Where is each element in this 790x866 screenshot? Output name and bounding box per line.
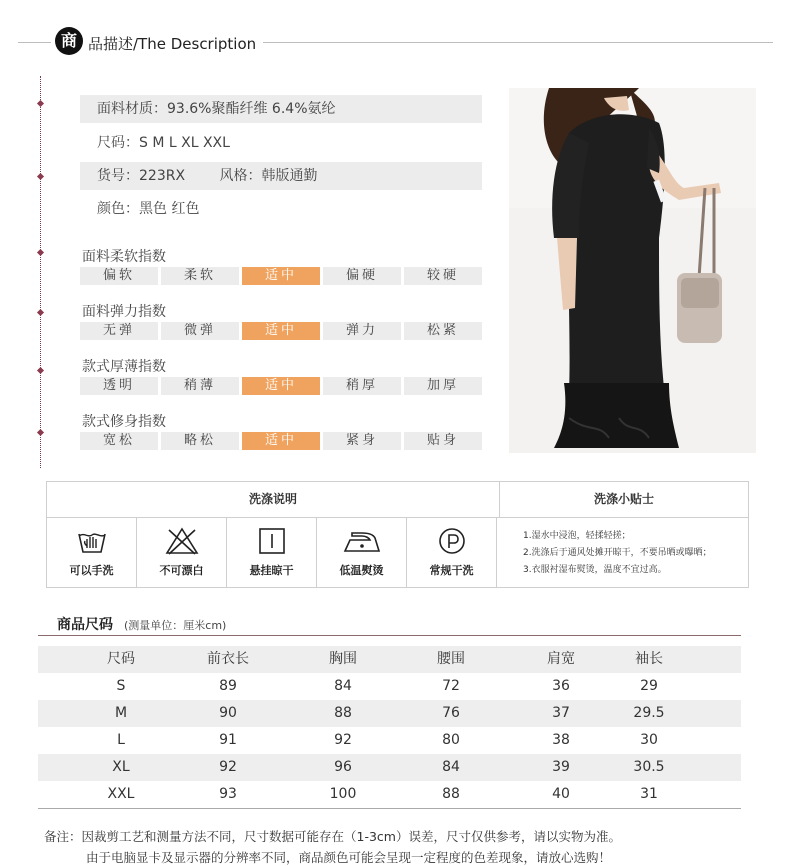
size-cell: 90: [219, 705, 237, 721]
tips-title: 洗涤小贴士: [593, 492, 654, 506]
care-item: [137, 517, 227, 588]
care-label: 常规干洗: [429, 564, 474, 577]
index-option: 稍厚: [323, 377, 401, 395]
size-table-title: 商品尺码: [57, 617, 113, 633]
size-table-bottom-line: [38, 808, 741, 809]
size-cell: 38: [552, 732, 570, 748]
index-option: 宽松: [80, 432, 158, 450]
care-item: [407, 517, 497, 588]
size-cell: 37: [552, 705, 570, 721]
index-scale: [80, 267, 482, 285]
care-title: 洗涤说明: [47, 482, 500, 517]
care-label: 低温熨烫: [339, 564, 384, 577]
size-cell: 92: [219, 759, 237, 775]
section-title: 品描述/The Description: [88, 35, 257, 53]
size-cell: 92: [334, 732, 352, 748]
size-cell: 88: [442, 786, 460, 802]
hand-wash-icon: [75, 541, 109, 560]
table-row: [38, 700, 741, 727]
care-item: [227, 517, 317, 588]
index-option: 略松: [161, 432, 239, 450]
size-cell: 80: [442, 732, 460, 748]
index-scale: [80, 377, 482, 395]
index-option: 弹力: [323, 322, 401, 340]
size-cell: L: [117, 732, 125, 748]
index-scale: [80, 432, 482, 450]
size-cell: 40: [552, 786, 570, 802]
care-label: 悬挂晾干: [249, 564, 294, 577]
index-option: 稍薄: [161, 377, 239, 395]
index-scale: [80, 322, 482, 340]
size-cell: 39: [552, 759, 570, 775]
size-cell: 31: [640, 786, 658, 802]
tip-2: 2.洗涤后于通风处摊开晾干，不要吊晒或曝晒；: [523, 548, 712, 558]
low-iron-icon: [342, 541, 382, 560]
size-cell: 84: [334, 678, 352, 694]
color-row: [80, 195, 482, 223]
index-option: 较硬: [404, 267, 482, 285]
timeline-dot: [37, 429, 44, 436]
table-row: [38, 727, 741, 754]
index-option: 透明: [80, 377, 158, 395]
index-option: 贴身: [404, 432, 482, 450]
index-option: 无弹: [80, 322, 158, 340]
size-cell: 30: [640, 732, 658, 748]
size-cell: 72: [442, 678, 460, 694]
size-cell: 100: [329, 786, 357, 802]
care-label: 不可漂白: [159, 564, 204, 577]
hang-dry-icon: [255, 541, 289, 560]
size-cell: 91: [219, 732, 237, 748]
index-option: 微弹: [161, 322, 239, 340]
dry-clean-icon: [436, 541, 468, 560]
size-text: 尺码：S M L XL XXL: [97, 135, 230, 151]
index-option-selected: 适中: [242, 377, 320, 395]
index-title: 面料弹力指数: [82, 304, 166, 320]
care-item: [317, 517, 407, 588]
item-style-row: [80, 162, 482, 190]
size-header-cell: 前衣长: [207, 651, 249, 667]
index-title: 面料柔软指数: [82, 249, 166, 265]
care-item: [47, 517, 137, 588]
size-cell: 36: [552, 678, 570, 694]
size-header-cell: 尺码: [107, 651, 135, 667]
size-header-cell: 腰围: [437, 651, 465, 667]
tip-1: 1.湿水中浸泡，轻揉轻搓；: [523, 531, 631, 541]
header-line-right: [263, 42, 773, 43]
header-line-left: [18, 42, 51, 43]
header-badge: 商: [55, 27, 83, 55]
color-text: 颜色：黑色 红色: [97, 201, 200, 217]
care-table: [46, 481, 749, 588]
size-cell: XL: [112, 759, 130, 775]
index-option: 偏软: [80, 267, 158, 285]
timeline-dot: [37, 173, 44, 180]
index-option: 柔软: [161, 267, 239, 285]
size-header-cell: 胸围: [329, 651, 357, 667]
size-cell: M: [114, 705, 128, 721]
index-option: 偏硬: [323, 267, 401, 285]
size-row: [80, 129, 482, 157]
size-cell: 89: [219, 678, 237, 694]
index-title: 款式修身指数: [82, 414, 166, 430]
note-line-1: 备注：因裁剪工艺和测量方法不同，尺寸数据可能存在（1-3cm）误差，尺寸仅供参考，请以实物为准。: [44, 829, 621, 844]
index-title: 款式厚薄指数: [82, 359, 166, 375]
size-cell: 29: [640, 678, 658, 694]
size-cell: 88: [334, 705, 352, 721]
note-line-2: 由于电脑显卡及显示器的分辨率不同，商品颜色可能会呈现一定程度的色差现象，请放心选购！: [86, 850, 612, 865]
size-cell: 93: [219, 786, 237, 802]
index-option-selected: 适中: [242, 432, 320, 450]
timeline-dot: [37, 309, 44, 316]
index-option: 加厚: [404, 377, 482, 395]
size-cell: 30.5: [633, 759, 665, 775]
size-cell: XXL: [107, 786, 135, 802]
table-row: [38, 781, 741, 808]
timeline-dot: [37, 367, 44, 374]
size-unit: (测量单位：厘米cm): [124, 619, 227, 632]
care-label: 可以手洗: [69, 564, 114, 577]
timeline-dot: [37, 249, 44, 256]
table-row: [38, 673, 741, 700]
index-option: 紧身: [323, 432, 401, 450]
item-no-text: 货号：223RX: [97, 168, 186, 184]
tip-3: 3.衣服衬湿布熨烫，温度不宜过高。: [523, 565, 667, 575]
size-table-top-line: [38, 635, 741, 636]
size-cell: S: [116, 678, 126, 694]
size-cell: 29.5: [633, 705, 665, 721]
size-cell: 96: [334, 759, 352, 775]
fabric-row: [80, 95, 482, 123]
timeline-line: [40, 76, 41, 468]
timeline-dot: [37, 100, 44, 107]
tips-list: [523, 528, 712, 579]
index-option: 松紧: [404, 322, 482, 340]
index-option-selected: 适中: [242, 267, 320, 285]
index-option-selected: 适中: [242, 322, 320, 340]
fabric-text: 面料材质：93.6%聚酯纤维 6.4%氨纶: [97, 101, 336, 117]
size-cell: 84: [442, 759, 460, 775]
size-header-row: [38, 646, 741, 673]
size-cell: 76: [442, 705, 460, 721]
product-photo: [509, 88, 756, 453]
size-header-cell: 肩宽: [547, 651, 575, 667]
size-header-cell: 袖长: [635, 651, 663, 667]
style-text: 风格：韩版通勤: [219, 168, 318, 184]
table-row: [38, 754, 741, 781]
no-bleach-icon: [165, 541, 199, 560]
